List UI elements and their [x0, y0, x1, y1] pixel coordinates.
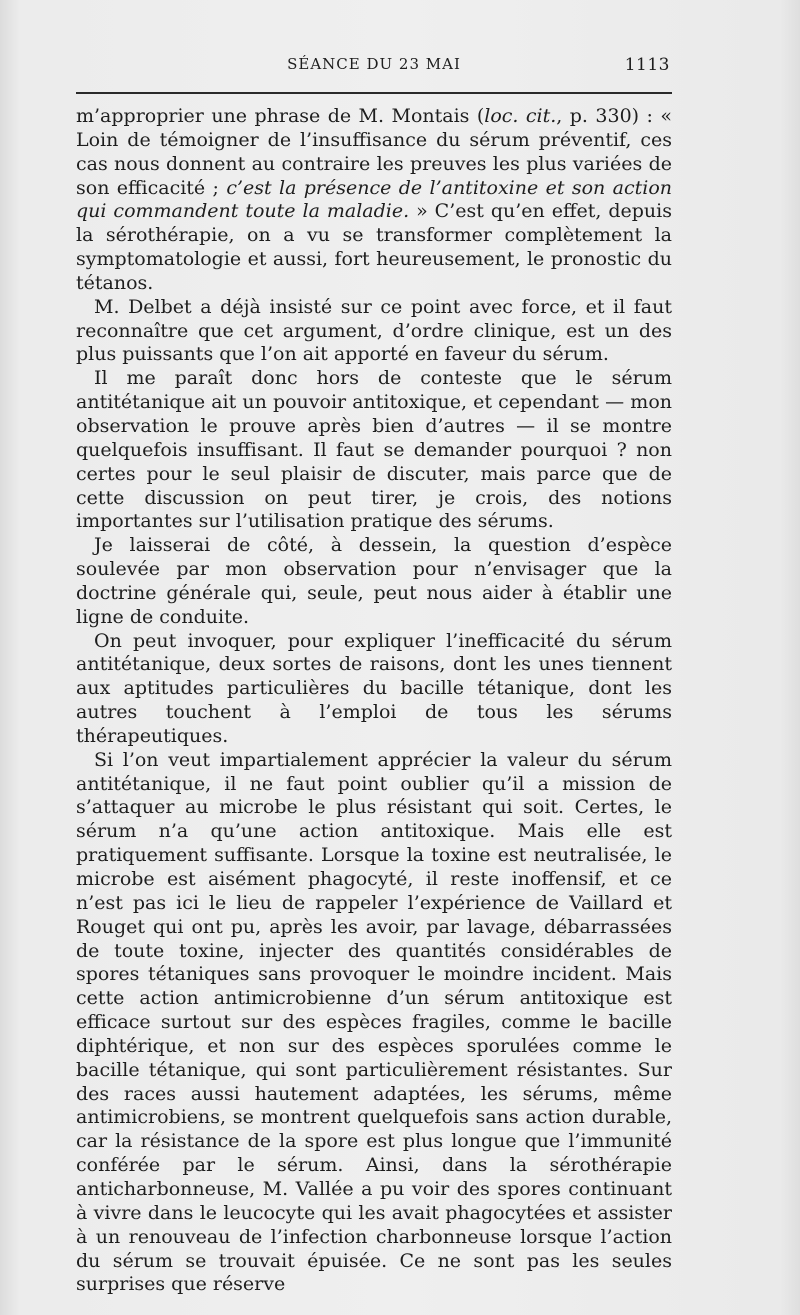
p1-mid: , p. 330) : « Loin de témoigner de l’insuffisance du sérum préventif, ces cas nous donnent au contraire les preuves les plus variées de son efficacité ;: [76, 105, 672, 199]
page-number: 1113: [624, 55, 670, 75]
paragraph-5: On peut invoquer, pour expliquer l’inefficacité du sérum antitétanique, deux sortes de raisons, dont les unes tiennent aux aptitudes particulières du bacille tétanique, dont les autres touchent à l’emploi de tous les sérums thérapeutiques.: [76, 629, 672, 747]
p1-citation: loc. cit.: [484, 105, 557, 127]
paragraph-1: [76, 105, 672, 296]
paragraph-4: Je laisserai de côté, à dessein, la question d’espèce soulevée par mon observation pour n’envisager que la doctrine générale qui, seule, peut nous aider à établir une ligne de conduite.: [76, 534, 672, 628]
p1-before: m’approprier une phrase de M. Montais (: [76, 105, 485, 127]
header-rule: [76, 92, 672, 94]
paragraph-3: Il me paraît donc hors de conteste que le sérum antitétanique ait un pouvoir antitoxique, et cependant — mon observation le prouve après bien d’autres — il se montre quelquefois insuffisant. Il faut se demander pourquoi ? non certes pour le seul plaisir de discuter, mais parce que de cette discussion on peut tirer, je crois, des notions importantes sur l’utilisation pratique des sérums.: [76, 367, 672, 533]
paragraph-2: M. Delbet a déjà insisté sur ce point avec force, et il faut reconnaître que cet argument, d’ordre clinique, est un des plus puissants que l’on ait apporté en faveur du sérum.: [76, 295, 672, 366]
body-text: [76, 105, 672, 1297]
paragraph-6: Si l’on veut impartialement apprécier la valeur du sérum antitétanique, il ne faut point oublier qu’il a mission de s’attaquer au microbe le plus résistant qui soit. Certes, le sérum n’a qu’une action antitoxique. Mais elle est pratiquement suffisante. Lorsque la toxine est neutralisée, le microbe est aisément phagocyté, il reste inoffensif, et ce n’est pas ici le lieu de rappeler l’expérience de Vaillard et Rouget qui ont pu, après les avoir, par lavage, débarrassées de toute toxine, injecter des quantités considérables de spores tétaniques sans provoquer le moindre incident. Mais cette action antimicrobienne d’un sérum antitoxique est efficace surtout sur des espèces fragiles, comme le bacille diphtérique, et non sur des espèces sporulées comme le bacille tétanique, qui sont particulièrement résistantes. Sur des races aussi hautement adaptées, les sérums, même antimicrobiens, se montrent quelquefois sans action durable, car la résistance de la spore est plus longue que l’immunité conférée par le sérum. Ainsi, dans la sérothérapie anticharbonneuse, M. Vallée a pu voir des spores continuant à vivre dans le leucocyte qui les avait phagocytées et assister à un renouveau de l’infection charbonneuse lorsque l’action du sérum se trouvait épuisée. Ce ne sont pas les seules surprises que réserve: [76, 748, 672, 1296]
running-head: SÉANCE DU 23 MAI: [287, 55, 461, 73]
p1-italic-quote: c’est la présence de l’antitoxine et son action qui commandent toute la maladie.: [76, 176, 672, 223]
page-header: [78, 55, 670, 79]
p1-after: » C’est qu’en effet, depuis la sérothérapie, on a vu se transformer complètement la symptomatologie et aussi, fort heureusement, le pronostic du tétanos.: [76, 200, 672, 294]
